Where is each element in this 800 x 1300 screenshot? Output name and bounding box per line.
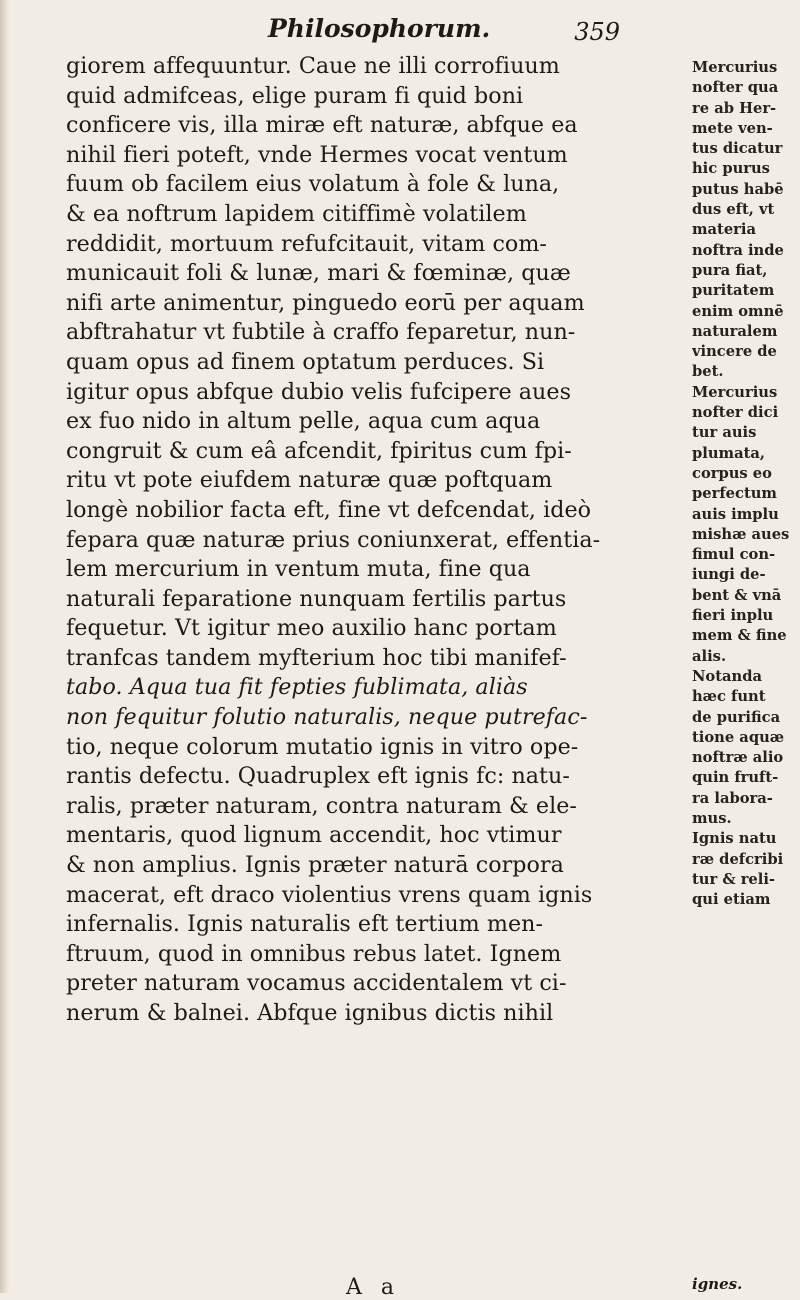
- text-line: infernalis. Ignis naturalis eft tertium men-: [66, 911, 544, 938]
- margin-note-line: mus.: [692, 809, 732, 827]
- margin-note-line: puritatem: [692, 282, 775, 300]
- main-text-column: [66, 52, 740, 1029]
- text-line: macerat, eft draco violentius vrens quam ignis: [66, 881, 593, 908]
- marginal-notes-column: [692, 58, 800, 910]
- margin-note-line: plumata,: [692, 444, 766, 462]
- text-line: tabo. Aqua tua fit fepties fublimata, aliàs: [66, 674, 528, 701]
- margin-note-line: tur auis: [692, 424, 757, 442]
- margin-note-line: vincere de: [692, 343, 777, 361]
- margin-note-line: nofter dici: [692, 404, 779, 422]
- margin-note-line: ræ defcribi: [692, 850, 784, 868]
- margin-note-line: bet.: [692, 363, 724, 381]
- text-line: preter naturam vocamus accidentalem vt ci-: [66, 970, 567, 997]
- margin-note-line: pura fiat,: [692, 261, 768, 279]
- margin-note-line: fimul con-: [692, 546, 776, 564]
- margin-note-line: quin fruft-: [692, 769, 779, 787]
- margin-note-line: materia: [692, 221, 757, 239]
- text-line: municauit foli & lunæ, mari & fœminæ, quæ: [66, 260, 571, 287]
- margin-note-line: perfectum: [692, 485, 777, 503]
- page-header: [200, 14, 620, 50]
- text-line: nifi arte animentur, pinguedo eorū per aquam: [66, 289, 585, 316]
- margin-note-line: Ignis natu: [692, 830, 777, 848]
- margin-note-line: auis implu: [692, 505, 779, 523]
- text-line: ex fuo nido in altum pelle, aqua cum aqua: [66, 408, 541, 435]
- text-line: lem mercurium in ventum muta, fine qua: [66, 556, 531, 583]
- margin-note-line: hic purus: [692, 160, 770, 178]
- text-line: quam opus ad finem optatum perduces. Si: [66, 348, 545, 375]
- text-line: & non amplius. Ignis præter naturā corpora: [66, 852, 564, 879]
- text-line: abftrahatur vt fubtile à craffo feparetur, nun-: [66, 319, 576, 346]
- text-line: congruit & cum eâ afcendit, fpiritus cum fpi-: [66, 437, 572, 464]
- margin-note-line: tione aquæ: [692, 728, 785, 746]
- margin-note-line: tur & reli-: [692, 870, 776, 888]
- margin-note-line: Mercurius: [692, 59, 778, 76]
- text-line: naturali feparatione nunquam fertilis partus: [66, 585, 567, 612]
- text-line: rantis defectu. Quadruplex eft ignis fc: natu-: [66, 763, 570, 790]
- margin-note-line: ra labora-: [692, 789, 773, 807]
- text-line: ralis, præter naturam, contra naturam & ele-: [66, 792, 577, 819]
- margin-note-line: qui etiam: [692, 891, 771, 909]
- margin-note-line: re ab Her-: [692, 99, 777, 117]
- margin-note-line: dus eft, vt: [692, 201, 775, 219]
- margin-note-line: bent & vnā: [692, 586, 782, 604]
- margin-note-line: mete ven-: [692, 119, 773, 137]
- text-line: mentaris, quod lignum accendit, hoc vtimur: [66, 822, 562, 849]
- text-line: giorem affequuntur. Caue ne illi corrofiuum: [66, 53, 560, 79]
- margin-note-line: corpus eo: [692, 464, 772, 482]
- margin-note-line: noftræ alio: [692, 749, 784, 767]
- running-title: Philosophorum.: [268, 14, 491, 43]
- page-binding-edge: [0, 0, 10, 1293]
- margin-note-line: tus dicatur: [692, 140, 783, 158]
- margin-note-line: Mercurius: [692, 383, 778, 401]
- page-number: 359: [574, 18, 620, 46]
- margin-note-line: de purifica: [692, 708, 781, 726]
- margin-note-line: noftra inde: [692, 241, 784, 259]
- margin-note-line: mishæ aues: [692, 525, 790, 543]
- text-line: fepara quæ naturæ prius coniunxerat, effentia-: [66, 526, 601, 553]
- text-line: nerum & balnei. Abfque ignibus dictis nihil: [66, 1000, 554, 1026]
- text-line: quid admifceas, elige puram fi quid boni: [66, 82, 524, 109]
- margin-note-line: hæc funt: [692, 688, 766, 706]
- text-line: ritu vt pote eiufdem naturæ quæ poftquam: [66, 467, 553, 494]
- text-line: fuum ob facilem eius volatum à fole & luna,: [66, 171, 560, 198]
- margin-note-line: mem & fine: [692, 627, 787, 645]
- text-line: longè nobilior facta eft, fine vt defcendat, ideò: [66, 496, 592, 523]
- margin-note-line: enim omnē: [692, 302, 784, 320]
- text-line: tio, neque colorum mutatio ignis in vitro ope-: [66, 733, 579, 760]
- margin-note-line: fieri inplu: [692, 607, 774, 625]
- text-line: ftruum, quod in omnibus rebus latet. Ignem: [66, 940, 562, 967]
- margin-note-line: Notanda: [692, 667, 762, 685]
- text-line: & ea noftrum lapidem citiffimè volatilem: [66, 200, 527, 227]
- text-line: fequetur. Vt igitur meo auxilio hanc portam: [66, 615, 557, 642]
- text-line: conficere vis, illa miræ eft naturæ, abfque ea: [66, 112, 578, 139]
- margin-note-line: alis.: [692, 647, 727, 665]
- text-line: igitur opus abfque dubio velis fufcipere aues: [66, 378, 572, 405]
- margin-note-line: nofter qua: [692, 79, 779, 97]
- text-line: reddidit, mortuum refufcitauit, vitam com-: [66, 230, 547, 257]
- margin-note-line: naturalem: [692, 322, 778, 340]
- text-line: tranfcas tandem myfterium hoc tibi manifef-: [66, 644, 567, 671]
- margin-note-line: iungi de-: [692, 566, 766, 584]
- catchword: ignes.: [692, 1275, 743, 1293]
- signature-mark: A a: [346, 1275, 400, 1300]
- text-line: non fequitur folutio naturalis, neque putrefac-: [66, 704, 588, 731]
- text-line: nihil fieri poteft, vnde Hermes vocat ventum: [66, 141, 568, 168]
- margin-note-line: putus habē: [692, 180, 784, 198]
